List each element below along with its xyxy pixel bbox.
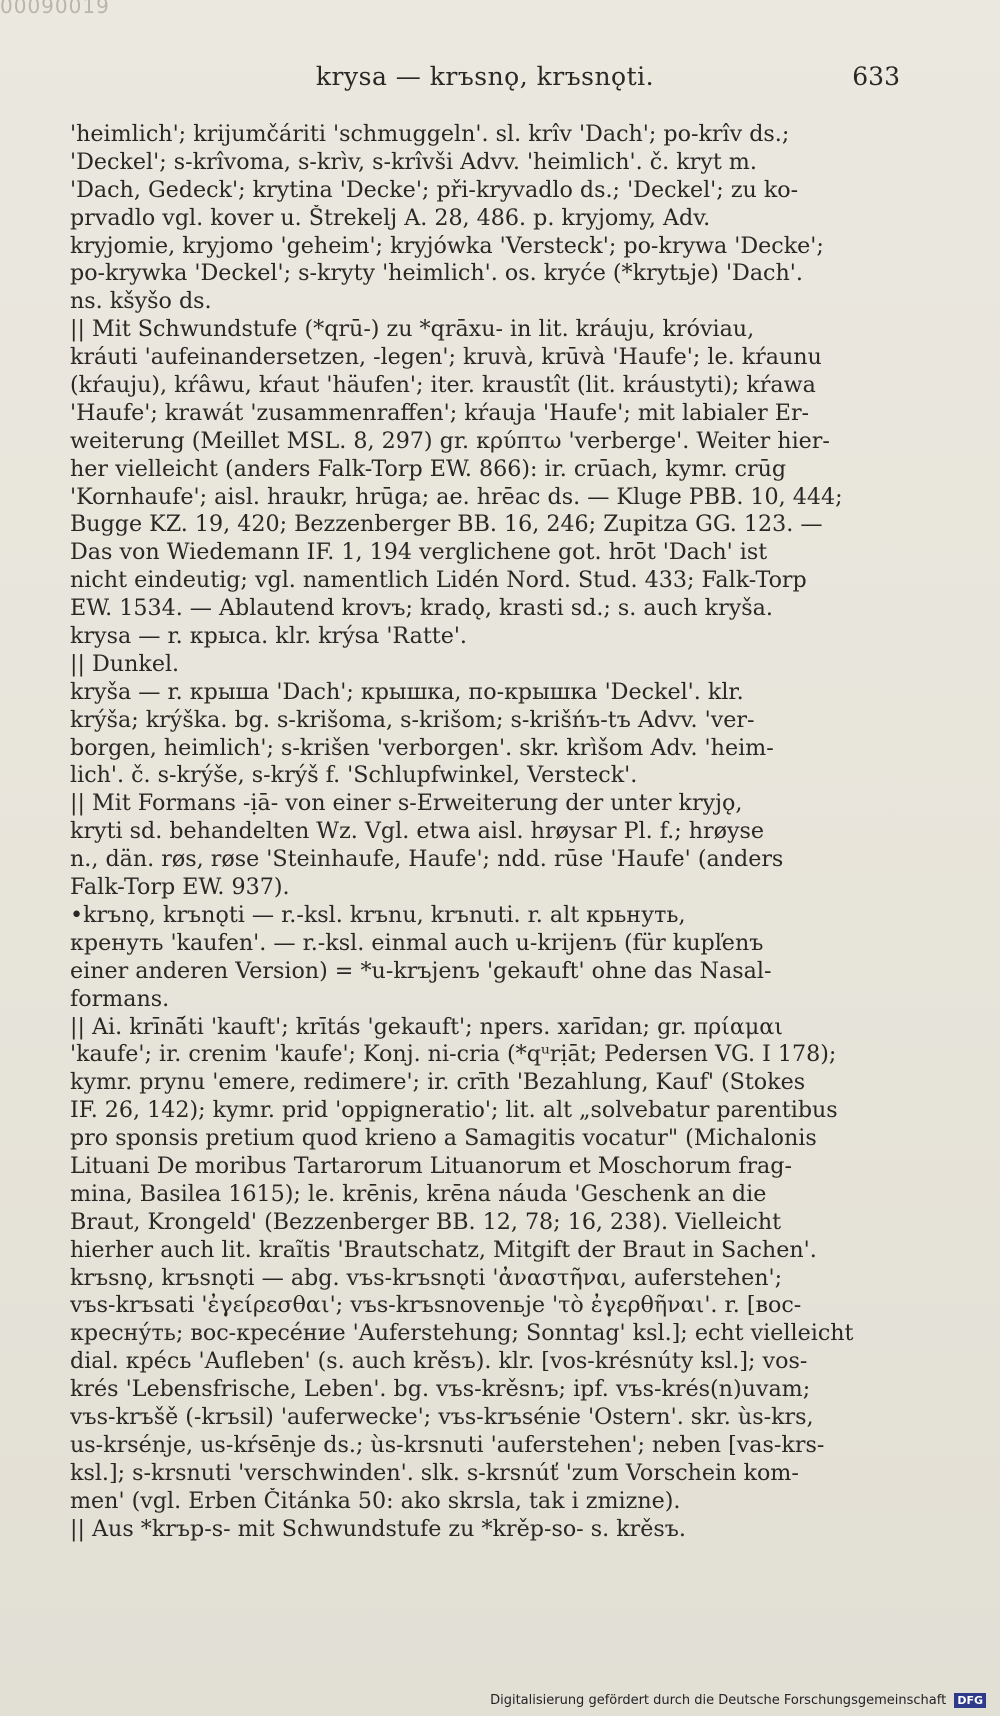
text-line: •krъnǫ, krъnǫti — r.-ksl. krъnu, krъnuti. r. alt крьнуть, xyxy=(70,901,686,928)
text-line: || Ai. krīnā́ti 'kauft'; krītás 'gekauft'; npers. xarīdan; gr. πρίαμαι xyxy=(70,1013,783,1040)
text-line: nicht eindeutig; vgl. namentlich Lidén Nord. Stud. 433; Falk-Torp xyxy=(70,567,807,594)
text-line: кресну́ть; вос-кресе́ние 'Auferstehung; Sonntag' ksl.]; echt vielleicht xyxy=(70,1320,854,1347)
text-line: ksl.]; s-krsnuti 'verschwinden'. slk. s-krsnúť 'zum Vorschein kom- xyxy=(70,1459,799,1486)
text-line: krés 'Lebensfrische, Leben'. bg. vъs-krěsnъ; ipf. vъs-krés(n)uvam; xyxy=(70,1376,811,1403)
text-line: Lituani De moribus Tartarorum Lituanorum et Moschorum frag- xyxy=(70,1152,792,1179)
page-header xyxy=(70,62,900,96)
text-line: 'Haufe'; krawát 'zusammenraffen'; kŕauja 'Haufe'; mit labialer Er- xyxy=(70,399,810,426)
text-line: prvadlo vgl. kover u. Štrekelj A. 28, 486. p. kryjomy, Adv. xyxy=(70,204,711,231)
text-line: formans. xyxy=(70,985,170,1012)
text-line: krysa — r. крыса. klr. krýsa 'Ratte'. xyxy=(70,623,467,650)
dfg-logo: DFG xyxy=(954,1693,986,1708)
text-line: kryjomie, kryjomo 'geheim'; kryjówka 'Versteck'; po-krywa 'Decke'; xyxy=(70,232,824,259)
text-line: кренуть 'kaufen'. — r.-ksl. einmal auch u-krijenъ (für kupľenъ xyxy=(70,929,764,956)
text-line: 'Deckel'; s-krîvoma, s-krìv, s-krîvši Advv. 'heimlich'. č. kryt m. xyxy=(70,148,757,175)
funding-footer xyxy=(490,1693,986,1708)
text-line: po-krywka 'Deckel'; s-kryty 'heimlich'. os. kryće (*krytьje) 'Dach'. xyxy=(70,260,803,287)
text-line: Falk-Torp EW. 937). xyxy=(70,874,290,901)
text-line: hierher auch lit. kraĩtis 'Brautschatz, Mitgift der Braut in Sachen'. xyxy=(70,1236,817,1263)
text-line: || Mit Schwundstufe (*qrū-) zu *qrāxu- in lit. kráuju, króviau, xyxy=(70,316,755,343)
text-line: vъs-krъšě (-krъsil) 'auferwecke'; vъs-krъsénie 'Ostern'. skr. ùs-krs, xyxy=(70,1403,814,1430)
text-line: weiterung (Meillet MSL. 8, 297) gr. κρύπτω 'verberge'. Weiter hier- xyxy=(70,427,830,454)
text-line: n., dän. røs, røse 'Steinhaufe, Haufe'; ndd. rūse 'Haufe' (anders xyxy=(70,846,784,873)
text-line: || Mit Formans -ịā- von einer s-Erweiterung der unter kryjǫ, xyxy=(70,790,743,817)
text-line: Das von Wiedemann IF. 1, 194 verglichene got. hrōt 'Dach' ist xyxy=(70,539,768,566)
text-line: borgen, heimlich'; s-krišen 'verborgen'. skr. krìšom Adv. 'heim- xyxy=(70,734,774,761)
text-line: lich'. č. s-krýše, s-krýš f. 'Schlupfwinkel, Versteck'. xyxy=(70,762,638,789)
text-line: IF. 26, 142); kymr. prid 'oppigneratio'; lit. alt „solvebatur parentibus xyxy=(70,1097,838,1124)
running-title: krysa — krъsnǫ, krъsnǫti. xyxy=(315,62,655,91)
text-line: men' (vgl. Erben Čitánka 50: ako skrsla, tak i zmizne). xyxy=(70,1487,681,1514)
text-line: 'Kornhaufe'; aisl. hraukr, hrūga; ae. hrēac ds. — Kluge PBB. 10, 444; xyxy=(70,483,843,510)
text-line: dial. кре́сь 'Aufleben' (s. auch krěsъ). klr. [vos-krésnúty ksl.]; vos- xyxy=(70,1348,808,1375)
text-line: us-krsénje, us-kŕsēnje ds.; ùs-krsnuti 'auferstehen'; neben [vas-krs- xyxy=(70,1431,825,1458)
text-line: 'Dach, Gedeck'; krytina 'Decke'; při-kryvadlo ds.; 'Deckel'; zu ko- xyxy=(70,176,799,203)
page-number: 633 xyxy=(852,62,900,91)
text-line: kymr. prynu 'emere, redimere'; ir. crīth 'Bezahlung, Kauf' (Stokes xyxy=(70,1069,806,1096)
text-line: mina, Basilea 1615); le. krēnis, krēna náuda 'Geschenk an die xyxy=(70,1180,767,1207)
text-line: 'kaufe'; ir. crenim 'kaufe'; Konj. ni-cria (*qᵘrịāt; Pedersen VG. I 178); xyxy=(70,1041,837,1068)
dictionary-text-body xyxy=(70,121,906,1543)
text-line: vъs-krъsati 'ἐγείρεσθαι'; vъs-krъsnovenьje 'τὸ ἐγερθῆναι'. r. [вос- xyxy=(70,1292,802,1319)
text-line: kráuti 'aufeinandersetzen, -legen'; kruvà, krūvà 'Haufe'; le. kŕaunu xyxy=(70,344,822,371)
text-line: krýša; krýška. bg. s-krišoma, s-krišom; s-krišńъ-tъ Advv. 'ver- xyxy=(70,706,755,733)
funding-credit: Digitalisierung gefördert durch die Deutsche Forschungsgemeinschaft xyxy=(490,1693,947,1708)
text-line: || Dunkel. xyxy=(70,650,180,677)
text-line: ns. kšyšo ds. xyxy=(70,288,212,315)
text-line: kryša — r. крыша 'Dach'; крышка, по-крышка 'Deckel'. klr. xyxy=(70,678,744,705)
text-line: 'heimlich'; krijumčáriti 'schmuggeln'. sl. krîv 'Dach'; po-krîv ds.; xyxy=(70,121,790,147)
text-line: pro sponsis pretium quod krieno a Samagitis vocatur" (Michalonis xyxy=(70,1125,817,1152)
text-line: (kŕauju), kŕâwu, kŕaut 'häufen'; iter. kraustît (lit. kráustyti); kŕawa xyxy=(70,372,816,399)
corner-signature: 00090019 xyxy=(0,0,110,18)
text-line: einer anderen Version) = *u-krъjenъ 'gekauft' ohne das Nasal- xyxy=(70,957,772,984)
text-line: Bugge KZ. 19, 420; Bezzenberger BB. 16, 246; Zupitza GG. 123. — xyxy=(70,511,823,538)
text-line: her vielleicht (anders Falk-Torp EW. 866): ir. crūach, kymr. crūg xyxy=(70,455,787,482)
text-line: krъsnǫ, krъsnǫti — abg. vъs-krъsnǫti 'ἀναστῆναι, auferstehen'; xyxy=(70,1264,783,1291)
text-line: kryti sd. behandelten Wz. Vgl. etwa aisl. hrøysar Pl. f.; hrøyse xyxy=(70,818,765,845)
text-line: EW. 1534. — Ablautend krovъ; kradǫ, krasti sd.; s. auch kryša. xyxy=(70,595,773,622)
text-line: Braut, Krongeld' (Bezzenberger BB. 12, 78; 16, 238). Vielleicht xyxy=(70,1208,782,1235)
text-line: || Aus *krъp-s- mit Schwundstufe zu *krěp-so- s. krěsъ. xyxy=(70,1515,686,1542)
